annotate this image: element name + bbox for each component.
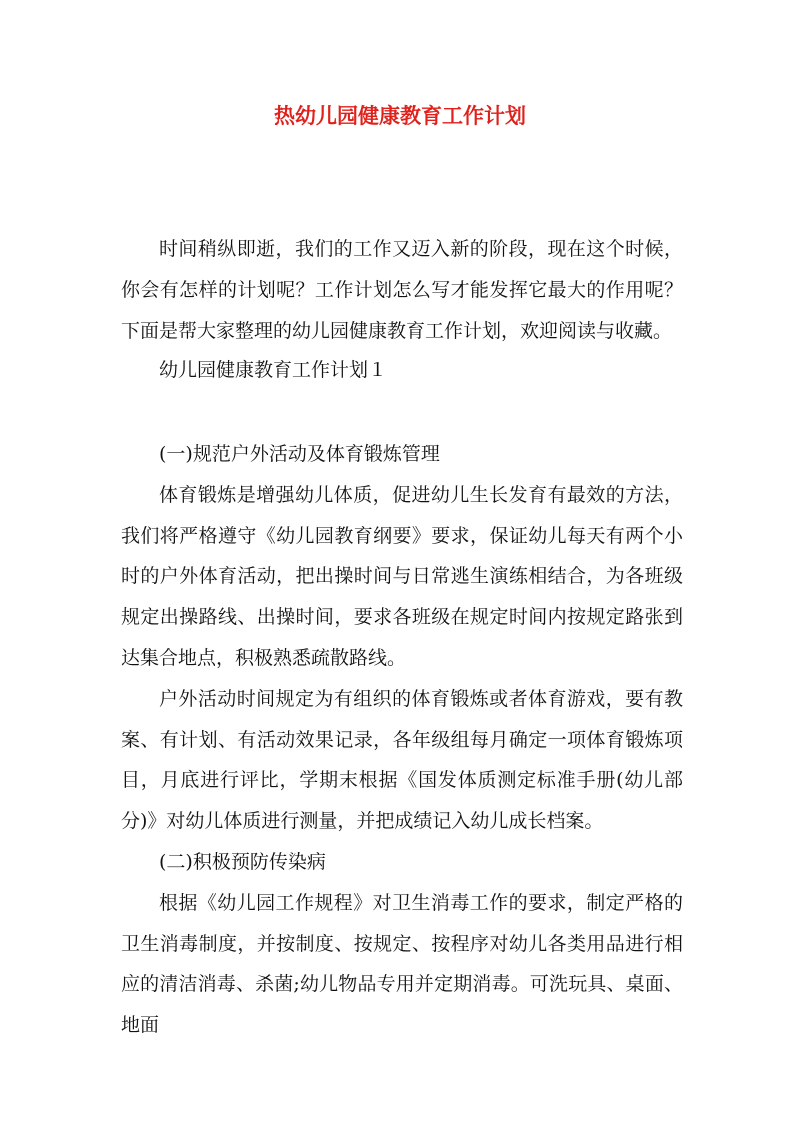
intro-paragraph: 时间稍纵即逝，我们的工作又迈入新的阶段，现在这个时候，你会有怎样的计划呢？工作计划怎么写才能发挥它最大的作用呢？下面是帮大家整理的幼儿园健康教育工作计划，欢迎阅读与收藏。	[121, 238, 683, 342]
plan-heading: 幼儿园健康教育工作计划１	[159, 359, 388, 381]
section-1-block	[121, 434, 683, 1046]
section-1-heading: (一)规范户外活动及体育锻炼管理	[159, 443, 440, 465]
section-1-paragraph-2: 户外活动时间规定为有组织的体育锻炼或者体育游戏，要有教案、有计划、有活动效果记录，各年级组每月确定一项体育锻炼项目，月底进行评比，学期末根据《国发体质测定标准手册(幼儿部分)》对幼儿体质进行测量，并把成绩记入幼儿成长档案。	[121, 687, 683, 833]
plan-heading-block	[121, 350, 683, 391]
intro-block	[121, 229, 683, 351]
document-title: 热幼儿园健康教育工作计划	[274, 103, 526, 128]
section-2-heading: (二)积极预防传染病	[159, 850, 326, 873]
section-2-paragraph-1: 根据《幼儿园工作规程》对卫生消毒工作的要求，制定严格的卫生消毒制度，并按制度、按规定、按程序对幼儿各类用品进行相应的清洁消毒、杀菌;幼儿物品专用并定期消毒。可洗玩具、桌面、地面	[121, 891, 683, 1037]
section-1-paragraph-1: 体育锻炼是增强幼儿体质，促进幼儿生长发育有最效的方法，我们将严格遵守《幼儿园教育纲要》要求，保证幼儿每天有两个小时的户外体育活动，把出操时间与日常逃生演练相结合，为各班级规定出操路线、出操时间，要求各班级在规定时间内按规定路张到达集合地点，积极熟悉疏散路线。	[121, 483, 683, 669]
